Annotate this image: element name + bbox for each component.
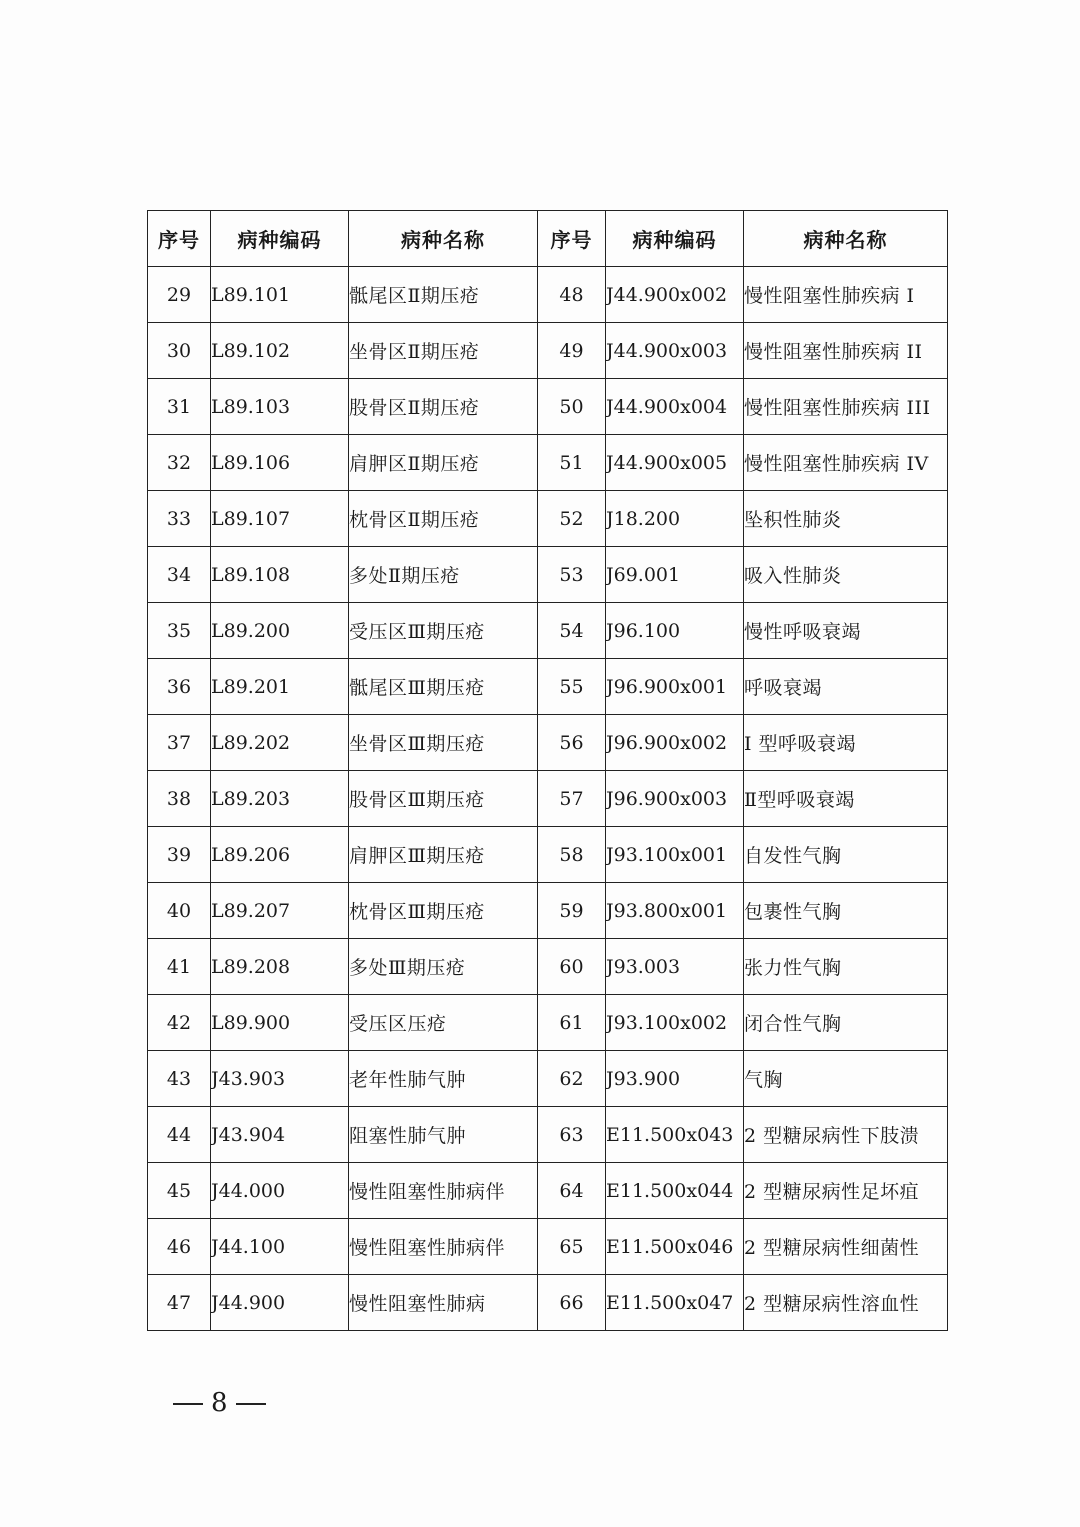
name-cell: 骶尾区Ⅱ期压疮 (349, 267, 538, 323)
name-cell: 股骨区Ⅲ期压疮 (349, 771, 538, 827)
footer-dash-left (173, 1403, 203, 1405)
table-row (148, 827, 948, 883)
name-cell-2: 包裹性气胸 (744, 883, 948, 939)
seq-cell: 44 (148, 1107, 211, 1163)
page-footer (165, 1388, 274, 1418)
name-cell-2: 闭合性气胸 (744, 995, 948, 1051)
seq-cell: 45 (148, 1163, 211, 1219)
table-row (148, 379, 948, 435)
seq-cell: 41 (148, 939, 211, 995)
code-cell-2: J93.100x001 (606, 827, 744, 883)
code-cell-2: J44.900x002 (606, 267, 744, 323)
seq-cell-2: 54 (538, 603, 606, 659)
name-cell: 慢性阻塞性肺病伴 (349, 1163, 538, 1219)
seq-cell-2: 61 (538, 995, 606, 1051)
code-cell: L89.207 (211, 883, 349, 939)
name-cell: 肩胛区Ⅲ期压疮 (349, 827, 538, 883)
code-cell-2: J44.900x003 (606, 323, 744, 379)
code-cell: L89.102 (211, 323, 349, 379)
table-row (148, 883, 948, 939)
header-name-2: 病种名称 (744, 211, 948, 267)
seq-cell-2: 52 (538, 491, 606, 547)
name-cell-2: 张力性气胸 (744, 939, 948, 995)
seq-cell: 43 (148, 1051, 211, 1107)
table-row (148, 1051, 948, 1107)
table-row (148, 267, 948, 323)
header-seq: 序号 (148, 211, 211, 267)
name-cell: 多处Ⅱ期压疮 (349, 547, 538, 603)
name-cell: 慢性阻塞性肺病伴 (349, 1219, 538, 1275)
code-cell: J43.903 (211, 1051, 349, 1107)
name-cell: 多处Ⅲ期压疮 (349, 939, 538, 995)
table-row (148, 1107, 948, 1163)
name-cell: 老年性肺气肿 (349, 1051, 538, 1107)
header-code-2: 病种编码 (606, 211, 744, 267)
table-row (148, 771, 948, 827)
code-cell: L89.208 (211, 939, 349, 995)
seq-cell-2: 59 (538, 883, 606, 939)
name-cell: 受压区压疮 (349, 995, 538, 1051)
name-cell-2: 自发性气胸 (744, 827, 948, 883)
code-cell: L89.203 (211, 771, 349, 827)
name-cell: 肩胛区Ⅱ期压疮 (349, 435, 538, 491)
page-number: 8 (211, 1388, 228, 1418)
name-cell-2: 2 型糖尿病性溶血性 (744, 1275, 948, 1331)
table-row (148, 1219, 948, 1275)
name-cell-2: 慢性阻塞性肺疾病 III (744, 379, 948, 435)
name-cell-2: 坠积性肺炎 (744, 491, 948, 547)
name-cell: 受压区Ⅲ期压疮 (349, 603, 538, 659)
code-cell-2: J44.900x005 (606, 435, 744, 491)
seq-cell-2: 51 (538, 435, 606, 491)
code-cell-2: E11.500x046 (606, 1219, 744, 1275)
seq-cell-2: 60 (538, 939, 606, 995)
code-cell: L89.900 (211, 995, 349, 1051)
seq-cell: 33 (148, 491, 211, 547)
code-cell: J44.000 (211, 1163, 349, 1219)
code-cell-2: J96.100 (606, 603, 744, 659)
code-cell-2: J96.900x001 (606, 659, 744, 715)
code-cell-2: J18.200 (606, 491, 744, 547)
code-cell-2: J44.900x004 (606, 379, 744, 435)
table-body (148, 267, 948, 1331)
table-row (148, 659, 948, 715)
name-cell-2: 气胸 (744, 1051, 948, 1107)
seq-cell-2: 65 (538, 1219, 606, 1275)
code-cell-2: J93.900 (606, 1051, 744, 1107)
name-cell-2: 慢性阻塞性肺疾病 II (744, 323, 948, 379)
seq-cell: 32 (148, 435, 211, 491)
code-cell-2: E11.500x044 (606, 1163, 744, 1219)
name-cell-2: 2 型糖尿病性下肢溃 (744, 1107, 948, 1163)
code-cell: L89.201 (211, 659, 349, 715)
seq-cell: 31 (148, 379, 211, 435)
name-cell-2: 吸入性肺炎 (744, 547, 948, 603)
code-cell: L89.206 (211, 827, 349, 883)
seq-cell-2: 57 (538, 771, 606, 827)
code-cell: L89.101 (211, 267, 349, 323)
name-cell: 坐骨区Ⅱ期压疮 (349, 323, 538, 379)
table-row (148, 491, 948, 547)
name-cell: 股骨区Ⅱ期压疮 (349, 379, 538, 435)
code-cell-2: J69.001 (606, 547, 744, 603)
code-cell: L89.107 (211, 491, 349, 547)
seq-cell-2: 55 (538, 659, 606, 715)
seq-cell-2: 63 (538, 1107, 606, 1163)
seq-cell-2: 48 (538, 267, 606, 323)
code-cell: L89.202 (211, 715, 349, 771)
table-row (148, 323, 948, 379)
code-cell-2: E11.500x043 (606, 1107, 744, 1163)
seq-cell: 36 (148, 659, 211, 715)
code-cell-2: J96.900x002 (606, 715, 744, 771)
code-cell: L89.103 (211, 379, 349, 435)
table-row (148, 1275, 948, 1331)
code-cell: L89.200 (211, 603, 349, 659)
name-cell-2: 2 型糖尿病性足坏疽 (744, 1163, 948, 1219)
seq-cell-2: 64 (538, 1163, 606, 1219)
footer-dash-right (236, 1403, 266, 1405)
seq-cell: 38 (148, 771, 211, 827)
table-row (148, 995, 948, 1051)
disease-code-table (147, 210, 948, 1331)
code-cell: J43.904 (211, 1107, 349, 1163)
code-cell: J44.100 (211, 1219, 349, 1275)
header-code: 病种编码 (211, 211, 349, 267)
code-cell-2: J93.800x001 (606, 883, 744, 939)
table-header-row (148, 211, 948, 267)
seq-cell-2: 53 (538, 547, 606, 603)
name-cell-2: 慢性呼吸衰竭 (744, 603, 948, 659)
code-cell-2: J96.900x003 (606, 771, 744, 827)
table-row (148, 715, 948, 771)
table-row (148, 547, 948, 603)
table-row (148, 435, 948, 491)
seq-cell-2: 56 (538, 715, 606, 771)
table-row (148, 939, 948, 995)
seq-cell-2: 50 (538, 379, 606, 435)
code-cell: J44.900 (211, 1275, 349, 1331)
code-cell-2: J93.100x002 (606, 995, 744, 1051)
name-cell: 骶尾区Ⅲ期压疮 (349, 659, 538, 715)
seq-cell: 46 (148, 1219, 211, 1275)
name-cell-2: 慢性阻塞性肺疾病 I (744, 267, 948, 323)
seq-cell: 40 (148, 883, 211, 939)
seq-cell: 42 (148, 995, 211, 1051)
seq-cell: 29 (148, 267, 211, 323)
seq-cell: 30 (148, 323, 211, 379)
name-cell-2: 2 型糖尿病性细菌性 (744, 1219, 948, 1275)
name-cell-2: Ⅱ型呼吸衰竭 (744, 771, 948, 827)
name-cell-2: I 型呼吸衰竭 (744, 715, 948, 771)
table-row (148, 603, 948, 659)
seq-cell-2: 62 (538, 1051, 606, 1107)
table-row (148, 1163, 948, 1219)
seq-cell: 47 (148, 1275, 211, 1331)
header-name: 病种名称 (349, 211, 538, 267)
seq-cell-2: 58 (538, 827, 606, 883)
name-cell-2: 呼吸衰竭 (744, 659, 948, 715)
seq-cell-2: 49 (538, 323, 606, 379)
name-cell: 坐骨区Ⅲ期压疮 (349, 715, 538, 771)
name-cell-2: 慢性阻塞性肺疾病 IV (744, 435, 948, 491)
seq-cell-2: 66 (538, 1275, 606, 1331)
name-cell: 慢性阻塞性肺病 (349, 1275, 538, 1331)
seq-cell: 35 (148, 603, 211, 659)
name-cell: 枕骨区Ⅱ期压疮 (349, 491, 538, 547)
code-cell: L89.108 (211, 547, 349, 603)
code-cell-2: E11.500x047 (606, 1275, 744, 1331)
header-seq-2: 序号 (538, 211, 606, 267)
code-cell: L89.106 (211, 435, 349, 491)
code-cell-2: J93.003 (606, 939, 744, 995)
name-cell: 枕骨区Ⅲ期压疮 (349, 883, 538, 939)
seq-cell: 39 (148, 827, 211, 883)
seq-cell: 37 (148, 715, 211, 771)
seq-cell: 34 (148, 547, 211, 603)
name-cell: 阻塞性肺气肿 (349, 1107, 538, 1163)
